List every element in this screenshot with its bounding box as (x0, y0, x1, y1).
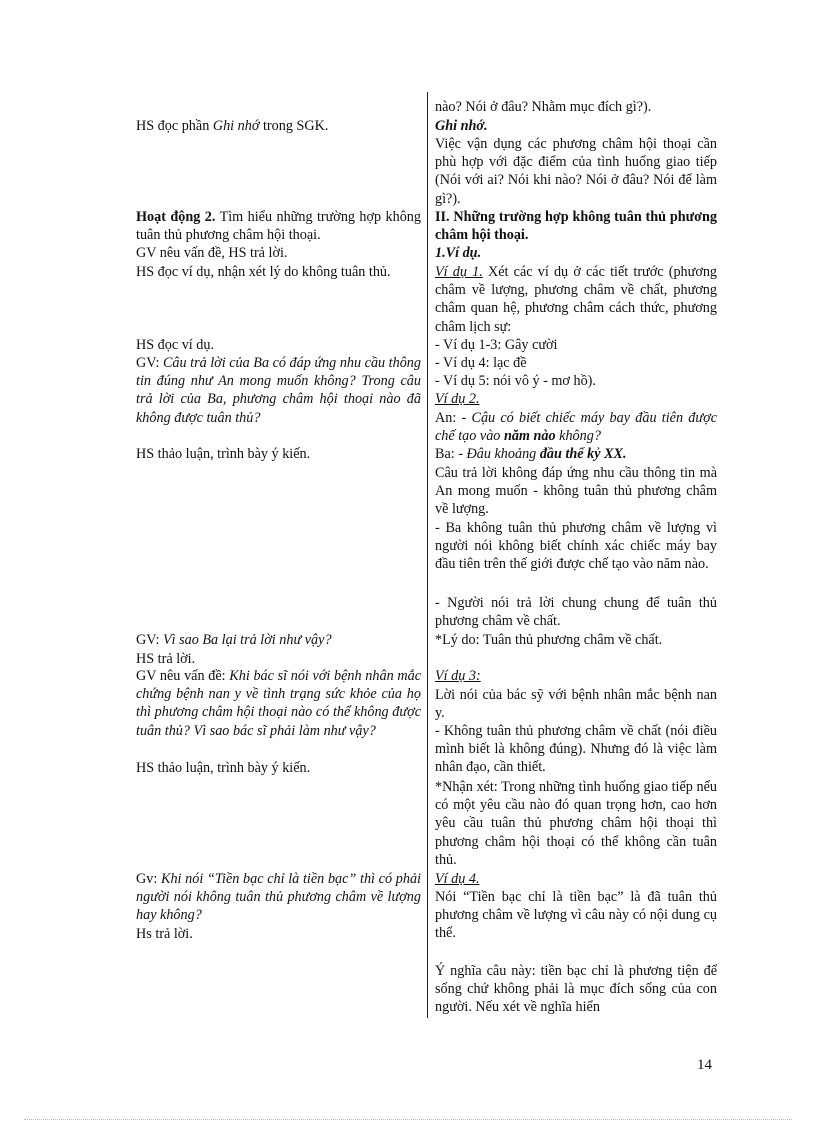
gv-question-4: Gv: Khi nói “Tiền bạc chỉ là tiền bạc” thì có phải người nói không tuân thủ phương châm về lượng hay không? (136, 871, 421, 924)
reason-note: *Lý do: Tuân thủ phương châm về chất. (435, 632, 663, 648)
example-2-comment-2: - Ba không tuân thủ phương châm về lượng vì người nói không biết chính xác chiếc máy bay đầu tiên trên thế giới được chế tạo vào năm nào. (435, 520, 717, 573)
hs-answer-1: HS trả lời. (136, 651, 196, 667)
example-2-comment-3: - Người nói trả lời chung chung để tuân thủ phương châm về chất. (435, 595, 717, 630)
hs-discuss-1: HS thảo luận, trình bày ý kiến. (136, 446, 311, 462)
hs-ghi-nho-instruction: HS đọc phần Ghi nhớ trong SGK. (136, 118, 329, 134)
hs-read-examples: HS đọc ví dụ, nhận xét lý do không tuân thủ. (136, 264, 391, 280)
example-2-heading: Ví dụ 2. (435, 391, 480, 407)
gv-intro: GV nêu vấn đề, HS trả lời. (136, 245, 288, 261)
dialog-an: An: - Cậu có biết chiếc máy bay đầu tiên được chế tạo vào năm nào không? (435, 410, 717, 445)
activity-2: Hoạt động 2. Tìm hiểu những trường hợp không tuân thủ phương châm hội thoại. (136, 209, 421, 244)
example-4-text-2: Ý nghĩa câu này: tiền bạc chỉ là phương tiện để sống chứ không phải là mục đích sống của con người. Nếu xét về nghĩa hiển (435, 963, 717, 1016)
page-bottom-rule (24, 1119, 792, 1120)
dialog-ba: Ba: - Đâu khoảng đầu thế kỷ XX. (435, 446, 627, 462)
example-4-text-1: Nói “Tiền bạc chỉ là tiền bạc” là đã tuân thủ phương châm về lượng vì câu này có nội dung cụ thể. (435, 889, 717, 942)
hs-discuss-2: HS thảo luận, trình bày ý kiến. (136, 760, 311, 776)
example-3-text-2: - Không tuân thủ phương châm về chất (nói điều mình biết là không đúng). Nhưng đó là việc làm nhân đạo, cần thiết. (435, 723, 717, 776)
example-2-comment-1: Câu trả lời không đáp ứng nhu cầu thông tin mà An mong muốn - không tuân thủ phương châm về lượng. (435, 465, 717, 518)
example-1-item: - Ví dụ 4: lạc đề (435, 355, 527, 371)
gv-question-3: GV nêu vấn đề: Khi bác sĩ nói với bệnh nhân mắc chứng bệnh nan y về tình trạng sức khỏe của họ thì phương châm hội thoại nào có thể không được tuân thủ? Vì sao bác sĩ phải làm như vậy? (136, 668, 421, 739)
hs-read: HS đọc ví dụ. (136, 337, 215, 353)
example-3-heading: Ví dụ 3: (435, 668, 481, 684)
example-1: Ví dụ 1. Xét các ví dụ ở các tiết trước (phương châm về lượng, phương châm về chất, phương châm quan hệ, phương châm cách thức, phương châm lịch sự: (435, 264, 718, 335)
ghi-nho-heading: Ghi nhớ. (435, 118, 488, 134)
example-1-item: - Ví dụ 1-3: Gây cười (435, 337, 558, 353)
page-number: 14 (697, 1057, 712, 1073)
gv-question-1: GV: Câu trả lời của Ba có đáp ứng nhu cầu thông tin đúng như An mong muốn không? Trong câu trả lời của Ba, phương châm hội thoại nào đã không được tuân thủ? (136, 355, 421, 426)
gv-question-2: GV: Vì sao Ba lại trả lời như vậy? (136, 632, 332, 648)
hs-answer-2: Hs trả lời. (136, 926, 193, 942)
example-1-item: - Ví dụ 5: nói vô ý - mơ hồ). (435, 373, 596, 389)
example-3-remark: *Nhận xét: Trong những tình huống giao tiếp nếu có một yêu cầu nào đó quan trọng hơn, cao hơn yêu cầu tuân thủ phương châm hội thoại thì phương châm hội thoại có thể không cần tuân thủ. (435, 779, 717, 868)
example-4-heading: Ví dụ 4. (435, 871, 480, 887)
ghi-nho-text: Việc vận dụng các phương châm hội thoại cần phù hợp với đặc điểm của tình huống giao tiếp (Nói với ai? Nói khi nào? Nói ở đâu? Nói để làm gì?). (435, 136, 717, 207)
column-divider (427, 92, 428, 1018)
section-2-heading: II. Những trường hợp không tuân thủ phương châm hội thoại. (435, 209, 717, 244)
example-3-text-1: Lời nói của bác sỹ với bệnh nhân mắc bệnh nan y. (435, 687, 717, 722)
examples-heading: 1.Ví dụ. (435, 245, 482, 261)
previous-continuation: nào? Nói ở đâu? Nhằm mục đích gì?). (435, 99, 652, 115)
